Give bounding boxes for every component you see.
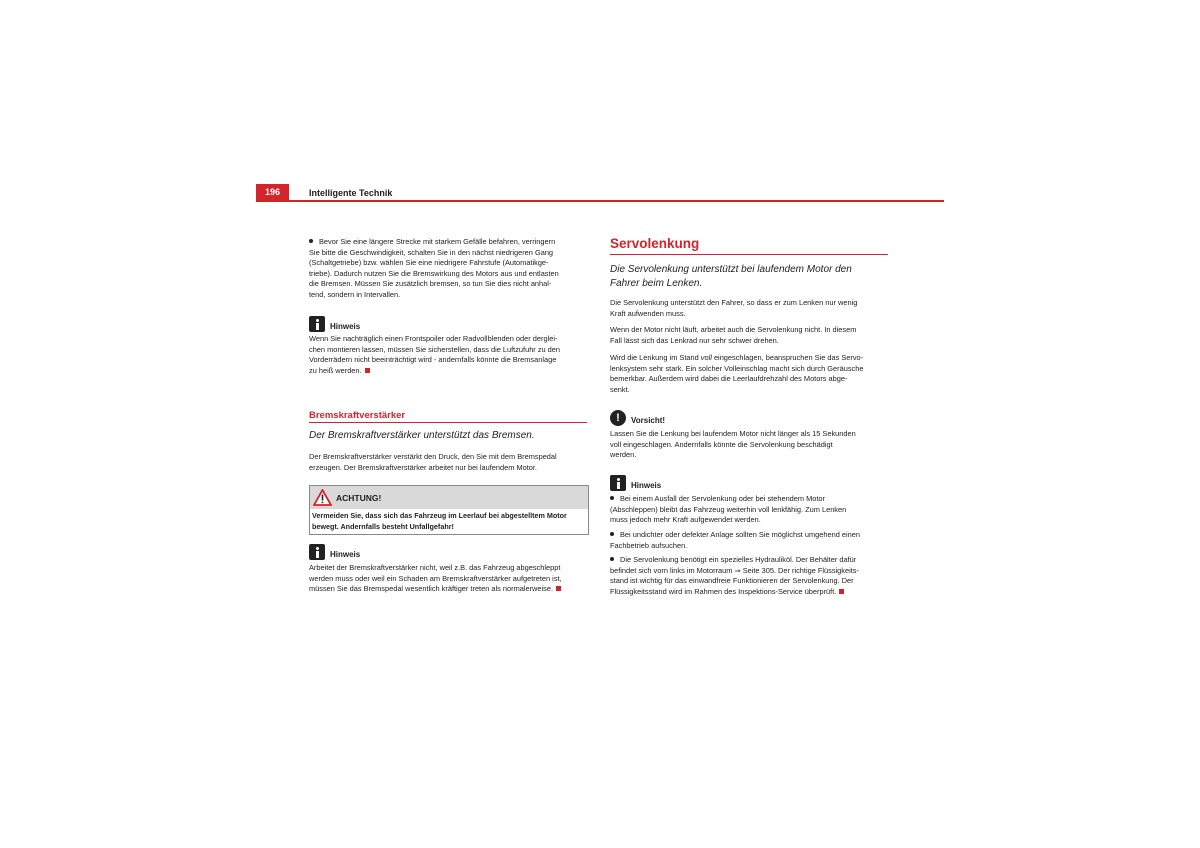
header-rule — [256, 200, 944, 202]
bullet-dot — [610, 532, 614, 536]
paragraph: Wenn der Motor nicht läuft, arbeitet auch die Servolenkung nicht. In diesem Fall lässt sich das Lenkrad nur sehr schwer drehen. — [610, 325, 857, 345]
bullet-dot — [309, 239, 313, 243]
note-heading — [610, 475, 810, 493]
end-marker-icon — [556, 586, 561, 591]
section-rule — [610, 254, 888, 255]
note-label: Hinweis — [330, 322, 361, 331]
warning-label: ACHTUNG! — [336, 493, 382, 503]
info-icon — [309, 316, 325, 332]
exclamation-icon: ! — [610, 410, 626, 426]
bullet-dot — [610, 557, 614, 561]
note-label: Hinweis — [330, 550, 361, 559]
page-number: 196 — [256, 184, 289, 201]
bullet-dot — [610, 496, 614, 500]
intro-bullet: Bevor Sie eine längere Strecke mit starkem Gefälle befahren, verringern Sie bitte die Geschwindigkeit, schalten Sie in den nächst niedrigeren Gang (Schaltgetriebe) bzw. wählen Sie eine niedrigere Fahrstufe (Automatikge- triebe). Dadurch nutzen Sie die Bremswirkung des Motors aus und entlasten die Bremsen. Müssen Sie zusätzlich bremsen, so tun Sie dies nicht anhal- tend, sondern in Intervallen. — [309, 237, 559, 299]
warning-header — [310, 486, 588, 509]
note-label: Hinweis — [631, 481, 662, 490]
section-title-bremskraft: Bremskraftverstärker — [309, 410, 406, 421]
end-marker-icon — [839, 589, 844, 594]
caution-label: Vorsicht! — [631, 416, 666, 425]
section-body: Der Bremskraftverstärker verstärkt den Druck, den Sie mit dem Bremspedal erzeugen. Der Bremskraftverstärker arbeitet nur bei laufendem Motor. — [309, 452, 557, 472]
caution-text: Lassen Sie die Lenkung bei laufendem Motor nicht länger als 15 Sekunden voll eingeschlagen. Andernfalls könnte die Servolenkung beschädigt werden. — [610, 429, 856, 460]
caution-heading — [610, 410, 810, 428]
section-subtitle: Die Servolenkung unterstützt bei laufendem Motor den Fahrer beim Lenken. — [610, 264, 852, 289]
paragraph: Wird die Lenkung im Stand voll eingeschlagen, beanspruchen Sie das Servo- lenksystem sehr stark. Ein solcher Volleinschlag macht sich durch Geräusche bemerkbar. Außerdem wird dabei die Leerlaufdrehzahl des Motors abge- senkt. — [610, 353, 864, 394]
note-bullet: Bei einem Ausfall der Servolenkung oder bei stehendem Motor (Abschleppen) bleibt das Fahrzeug weiterhin voll lenkfähig. Zum Lenken muss jedoch mehr Kraft aufgewendet werden. — [610, 494, 847, 525]
section-subtitle: Der Bremskraftverstärker unterstützt das Bremsen. — [309, 430, 535, 441]
note-heading — [309, 544, 509, 562]
note-text: Arbeitet der Bremskraftverstärker nicht, weil z.B. das Fahrzeug abgeschleppt werden muss oder weil ein Schaden am Bremskraftverstärker aufgetreten ist, müssen Sie das Bremspedal wesentlich kräftiger treten als normalerweise. — [309, 563, 562, 594]
chapter-title: Intelligente Technik — [309, 188, 393, 198]
note-bullet: Die Servolenkung benötigt ein spezielles Hydrauliköl. Der Behälter dafür befindet sich vorn links im Motorraum ⇒ Seite 305. Der richtige Flüssigkeits- stand ist wichtig für das einwandfreie Funktionieren der Servolenkung. Der Flüssigkeitsstand wird im Rahmen des Inspektions-Service überprüft. — [610, 555, 859, 596]
note-text: Wenn Sie nachträglich einen Frontspoiler oder Radvollblenden oder derglei- chen montieren lassen, müssen Sie sicherstellen, dass die Luftzufuhr zu den Vorderrädern nicht beeinträchtigt wird - andernfalls könnte die Bremsanlage zu heiß werden. — [309, 334, 561, 375]
note-bullet: Bei undichter oder defekter Anlage sollten Sie möglichst umgehend einen Fachbetrieb aufsuchen. — [610, 530, 860, 550]
info-icon — [610, 475, 626, 491]
paragraph: Die Servolenkung unterstützt den Fahrer, so dass er zum Lenken nur wenig Kraft aufwenden muss. — [610, 298, 858, 318]
info-icon — [309, 544, 325, 560]
end-marker-icon — [365, 368, 370, 373]
warning-box — [309, 485, 589, 535]
note-heading — [309, 316, 509, 334]
warning-text: Vermeiden Sie, dass sich das Fahrzeug im Leerlauf bei abgestelltem Motor bewegt. Andernfalls besteht Unfallgefahr! — [312, 511, 567, 531]
warning-triangle-icon — [313, 489, 332, 506]
section-title-servolenkung: Servolenkung — [610, 236, 700, 251]
section-rule — [309, 422, 587, 423]
